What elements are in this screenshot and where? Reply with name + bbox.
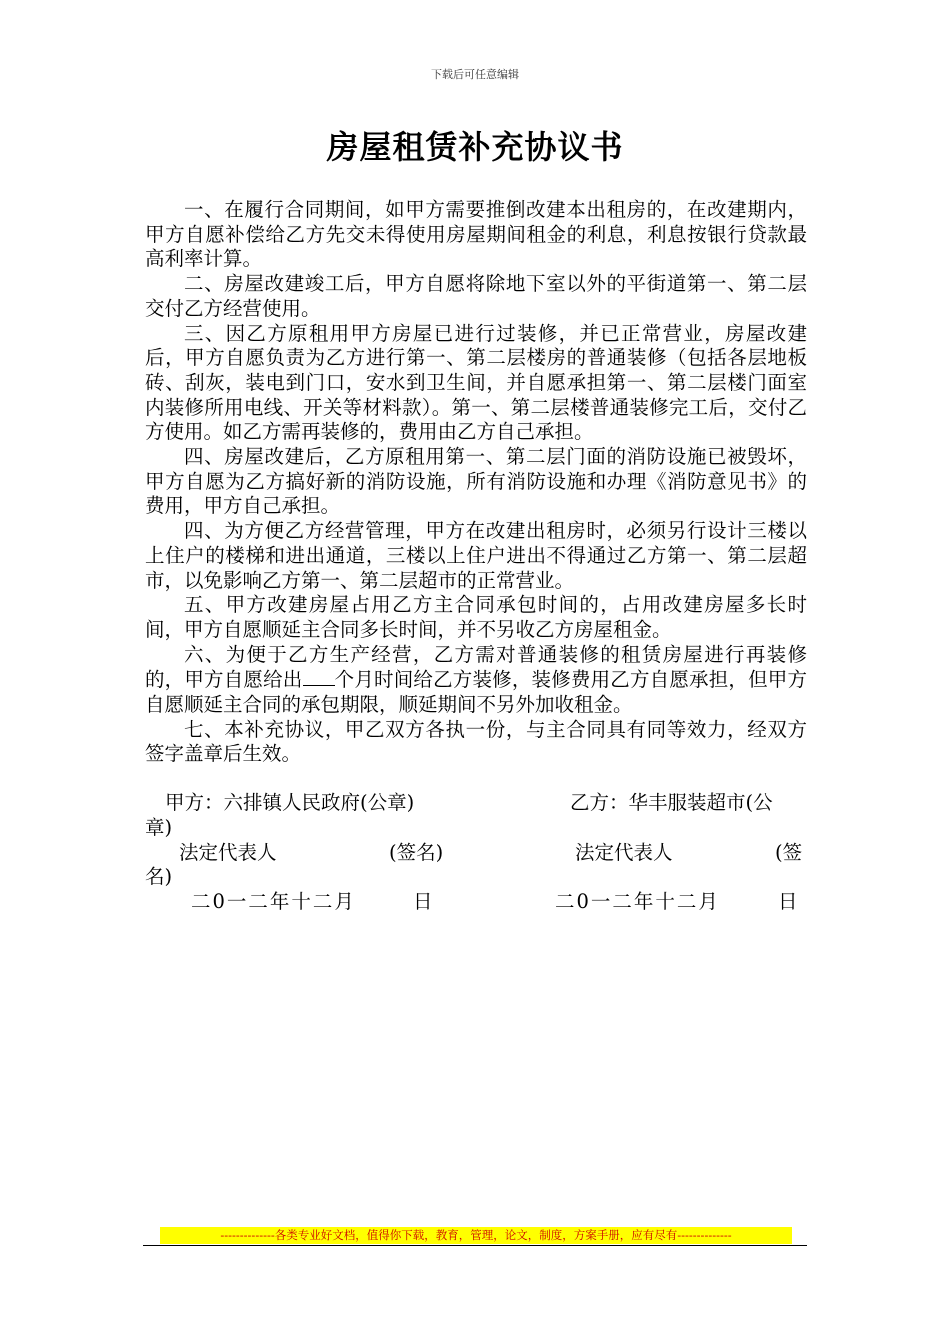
- rep-b: 法定代表人: [575, 840, 673, 864]
- clause-6-after: 个月时间给乙方装修，装修费用乙方自愿承担，但甲方自愿顺延主合同的承包期限，顺延期间不另外加收租金。: [145, 668, 807, 717]
- document-body: [145, 198, 807, 915]
- party-b-head: 乙方：华丰服装超市(公: [570, 791, 773, 815]
- header-note: 下载后可任意编辑: [431, 68, 519, 81]
- date-b: 二0一二年十二月: [555, 889, 720, 913]
- sign-a: (签名): [389, 840, 444, 864]
- months-blank: [303, 667, 335, 686]
- party-a: 甲方：六排镇人民政府(公章): [165, 791, 415, 815]
- footer-divider: [143, 1245, 807, 1246]
- clause-6-before: 六、为便于乙方生产经营，乙方需对普通装修的租赁房屋进行再装修的，甲方自愿给出: [145, 642, 807, 692]
- clause-5: 五、甲方改建房屋占用乙方主合同承包时间的，占用改建房屋多长时间，甲方自愿顺延主合同多长时间，并不另收乙方房屋租金。: [145, 593, 807, 641]
- clause-2: 二、房屋改建竣工后，甲方自愿将除地下室以外的平街道第一、第二层交付乙方经营使用。: [145, 272, 807, 320]
- document-title: 房屋租赁补充协议书: [326, 128, 624, 166]
- rep-a: 法定代表人: [179, 840, 277, 864]
- date-line: [145, 890, 807, 915]
- signature-block: [145, 791, 807, 914]
- date-a: 二0一二年十二月: [191, 889, 356, 913]
- day-b: 日: [778, 889, 798, 913]
- sign-b-tail: 名): [145, 865, 173, 889]
- party-b-tail: 章): [145, 815, 173, 839]
- clause-7: 七、本补充协议，甲乙双方各执一份，与主合同具有同等效力，经双方签字盖章后生效。: [145, 717, 807, 766]
- clause-6: [145, 643, 807, 718]
- clause-4a: 四、房屋改建后，乙方原租用第一、第二层门面的消防设施已被毁坏，甲方自愿为乙方搞好新的消防设施，所有消防设施和办理《消防意见书》的费用，甲方自己承担。: [145, 445, 807, 518]
- representative-line: [145, 841, 807, 866]
- clause-1: 一、在履行合同期间，如甲方需要推倒改建本出租房的，在改建期内，甲方自愿补偿给乙方先交未得使用房屋期间租金的利息，利息按银行贷款最高利率计算。: [145, 198, 807, 271]
- clause-3: 三、因乙方原租用甲方房屋已进行过装修，并已正常营业，房屋改建后，甲方自愿负责为乙方进行第一、第二层楼房的普通装修（包括各层地板砖、刮灰，装电到门口，安水到卫生间，并自愿承担第一、第二层楼门面室内装修所用电线、开关等材料款）。第一、第二层楼普通装修完工后，交付乙方使用。如乙方需再装修的，费用由乙方自己承担。: [145, 321, 807, 444]
- sign-b-head: (签: [775, 840, 803, 864]
- party-line: [145, 791, 807, 816]
- day-a: 日: [413, 889, 433, 913]
- clause-4b: 四、为方便乙方经营管理，甲方在改建出租房时，必须另行设计三楼以上住户的楼梯和进出通道，三楼以上住户进出不得通过乙方第一、第二层超市，以免影响乙方第一、第二层超市的正常营业。: [145, 519, 807, 592]
- footer-banner: --------------各类专业好文档，值得你下载，教育，管理，论文，制度，方案手册，应有尽有--------------: [160, 1227, 792, 1244]
